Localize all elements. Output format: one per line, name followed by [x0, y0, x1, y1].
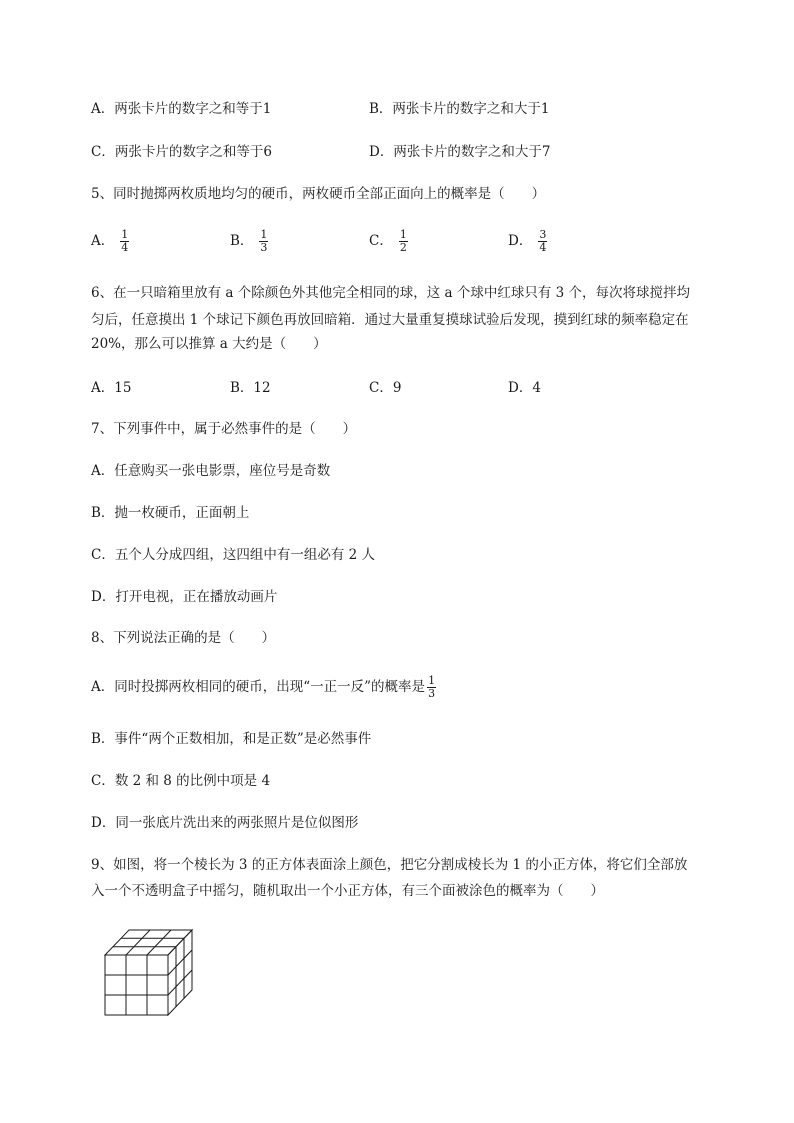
- q4-option-a: [91, 100, 271, 118]
- option-text: 两张卡片的数字之和等于1: [114, 101, 272, 117]
- option-label: B．: [230, 233, 254, 249]
- option-label: B．: [369, 101, 393, 117]
- fraction-numerator: 1: [260, 228, 268, 241]
- q8-option-c: C．数 2 和 8 的比例中项是 4: [91, 773, 271, 789]
- q6-stem-line-2: 匀后，任意摸出 1 个球记下颜色再放回暗箱．通过大量重复摸球试验后发现，摸到红球的频率稳定在: [91, 312, 689, 328]
- fraction: [399, 229, 408, 254]
- q8-option-a: [91, 675, 436, 700]
- option-label: D．: [369, 144, 394, 160]
- q4-option-c: [91, 143, 272, 161]
- fraction-denominator: 4: [539, 241, 547, 254]
- q5-stem: 5、同时抛掷两枚质地均匀的硬币，两枚硬币全部正面向上的概率是（ ）: [91, 186, 546, 202]
- option-text: 9: [392, 380, 402, 396]
- option-label: A．: [91, 101, 115, 117]
- option-text: 12: [253, 380, 271, 396]
- fraction: [120, 229, 129, 254]
- q5-option-c: [369, 229, 408, 254]
- cube-top-face: [105, 930, 192, 955]
- option-text: 两张卡片的数字之和大于7: [393, 144, 551, 160]
- q9-stem-line-2: 入一个不透明盒子中摇匀，随机取出一个小正方体，有三个面被涂色的概率为（ ）: [91, 883, 604, 899]
- q5-option-b: [230, 229, 268, 254]
- q6-stem-line-3: 20%，那么可以推算 a 大约是（ ）: [91, 336, 327, 352]
- option-text: 两张卡片的数字之和等于6: [114, 144, 272, 160]
- option-text: A．同时投掷两枚相同的硬币，出现“一正一反”的概率是: [91, 679, 426, 695]
- q6-option-d: [508, 379, 541, 397]
- fraction-denominator: 2: [399, 241, 407, 254]
- option-text: 4: [532, 380, 541, 396]
- fraction-denominator: 3: [260, 241, 268, 254]
- cube-front-face: [105, 955, 168, 1015]
- option-label: A．: [91, 233, 115, 249]
- q8-option-d: D．同一张底片洗出来的两张照片是位似图形: [91, 815, 359, 831]
- q4-option-b: [369, 100, 550, 118]
- q7-stem: 7、下列事件中，属于必然事件的是（ ）: [91, 421, 357, 437]
- q5-option-a: [91, 229, 129, 254]
- cube-right-face: [168, 930, 192, 1015]
- fraction-numerator: 1: [428, 674, 436, 687]
- q6-option-a: [91, 379, 131, 397]
- fraction-numerator: 1: [121, 228, 129, 241]
- q6-option-b: [230, 379, 271, 397]
- option-label: D．: [508, 233, 533, 249]
- fraction-numerator: 3: [539, 228, 547, 241]
- fraction-numerator: 1: [399, 228, 407, 241]
- q7-option-a: A．任意购买一张电影票，座位号是奇数: [91, 463, 331, 479]
- option-label: A．: [91, 380, 115, 396]
- q7-option-d: D．打开电视，正在播放动画片: [91, 589, 278, 605]
- option-text: 两张卡片的数字之和大于1: [392, 101, 550, 117]
- q4-option-d: [369, 143, 550, 161]
- fraction: [259, 229, 268, 254]
- fraction-denominator: 4: [121, 241, 129, 254]
- option-label: C．: [91, 144, 115, 160]
- cube-figure: [100, 925, 200, 1023]
- fraction: [538, 229, 547, 254]
- q6-stem-line-1: 6、在一只暗箱里放有 a 个除颜色外其他完全相同的球，这 a 个球中红球只有 3 个，每次将球搅拌均: [91, 285, 691, 301]
- q7-option-b: B．抛一枚硬币，正面朝上: [91, 505, 250, 521]
- option-text: 15: [114, 380, 132, 396]
- q7-option-c: C．五个人分成四组，这四组中有一组必有 2 人: [91, 547, 376, 563]
- option-label: C．: [369, 233, 393, 249]
- q5-option-d: [508, 229, 547, 254]
- q6-option-c: [369, 379, 401, 397]
- option-label: B．: [230, 380, 254, 396]
- option-label: D．: [508, 380, 533, 396]
- option-label: C．: [369, 380, 393, 396]
- fraction-denominator: 3: [428, 687, 436, 700]
- q9-stem-line-1: 9、如图，将一个棱长为 3 的正方体表面涂上颜色，把它分割成棱长为 1 的小正方体，将它们全部放: [91, 857, 688, 873]
- q8-option-b: B．事件“两个正数相加，和是正数”是必然事件: [91, 731, 372, 747]
- fraction: [427, 675, 436, 700]
- q8-stem: 8、下列说法正确的是（ ）: [91, 630, 276, 646]
